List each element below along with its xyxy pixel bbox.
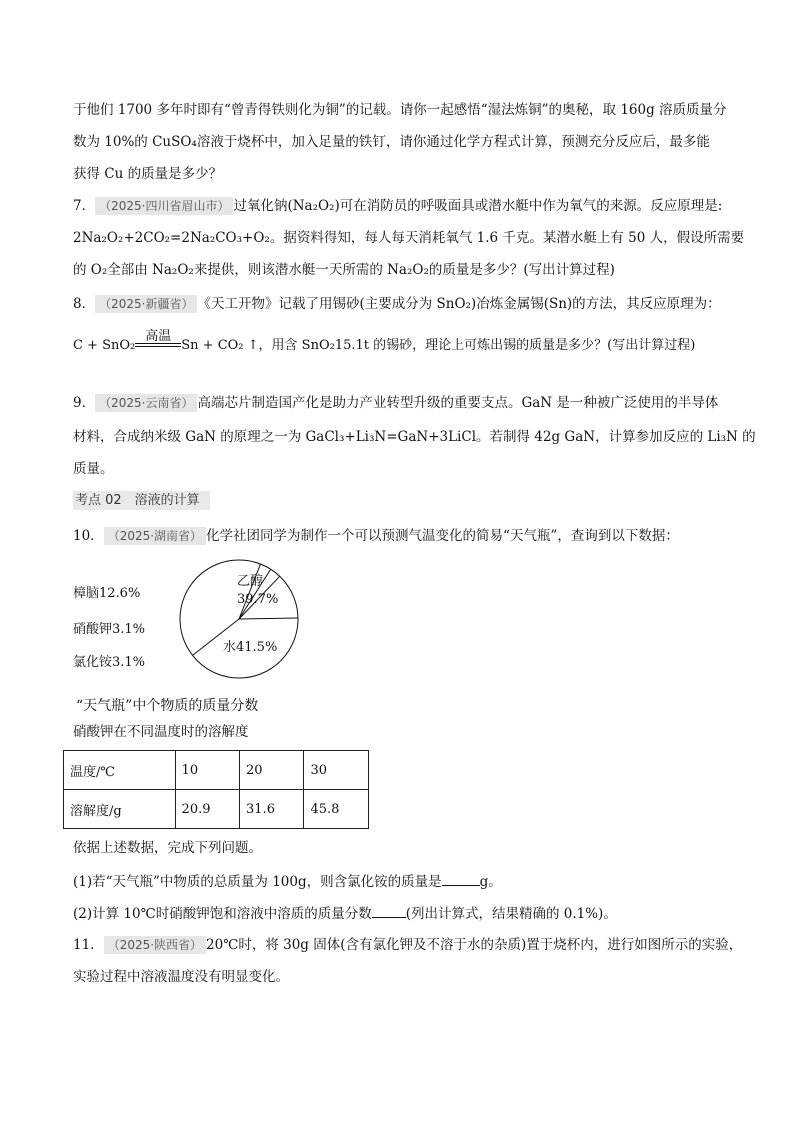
table-cell: 30 [304,751,369,790]
question-8 [73,294,721,314]
question-number: 11． [73,937,104,953]
q10-part-2: (2)计算 10℃时硝酸钾饱和溶液中溶质的质量分数 (列出计算式，结果精确的 0.1%)。 [73,903,617,924]
question-number: 7． [73,198,96,214]
question-text: 高端芯片制造国产化是助力产业转型升级的重要支点。GaN 是一种被广泛使用的半导体 [197,395,719,411]
pie-label-ethanol-value: 39.7% [237,592,279,607]
table-title: 硝酸钾在不同温度时的溶解度 [73,724,249,740]
question-text: 过氧化钠(Na₂O₂)可在消防员的呼吸面具或潜水艇中作为氧气的来源。反应原理是: [233,198,723,214]
pie-label-nh4cl: 氯化铵3.1% [73,655,146,670]
source-tag: （2025·四川省眉山市） [95,197,233,215]
table-cell: 温度/℃ [64,751,176,790]
pie-label-water: 水41.5% [223,640,278,655]
q7-line-2: 2Na₂O₂+2CO₂=2Na₂CO₃+O₂。据资料得知，每人每天消耗氧气 1.6 千克。某潜水艇上有 50 人，假设所需要 [73,230,745,246]
q7-line-3: 的 O₂全部由 Na₂O₂来提供，则该潜水艇一天所需的 Na₂O₂的质量是多少？(写出计算过程) [73,262,615,278]
table-cell: 31.6 [240,790,304,829]
q6-line-3: 获得 Cu 的质量是多少？ [73,166,223,182]
source-tag: （2025·湖南省） [104,527,206,545]
question-7 [73,196,722,216]
table-cell: 20 [240,751,304,790]
source-tag: （2025·陕西省） [104,936,206,954]
question-number: 10． [73,528,104,544]
q10-part-1: (1)若“天气瓶”中物质的总质量为 100g，则含氯化铵的质量是 g。 [73,871,502,892]
question-number: 9． [73,395,96,411]
reaction-condition: 高温 [145,329,172,344]
table-row [64,751,369,790]
equation-right: Sn + CO₂ ↑ [181,338,259,353]
equation-left: C + SnO₂ [73,338,136,353]
table-cell: 45.8 [304,790,369,829]
pie-label-camphor: 樟脑12.6% [73,586,141,601]
q9-line-2: 材料，合成纳米级 GaN 的原理之一为 GaCl₃+Li₃N=GaN+3LiCl。若制得 42g GaN，计算参加反应的 Li₃N 的 [73,429,756,445]
q8-rest: ，用含 SnO₂15.1t 的锡砂，理论上可炼出锡的质量是多少？(写出计算过程) [258,338,696,353]
q6-line-2: 数为 10%的 CuSO₄溶液于烧杯中，加入足量的铁钉，请你通过化学方程式计算，预测充分反应后，最多能 [73,134,710,150]
equation-arrow [135,329,181,353]
question-10 [73,526,679,546]
question-11 [73,935,742,955]
solubility-table [63,750,369,829]
q9-line-3: 质量。 [73,461,114,477]
q10-after: 依据上述数据，完成下列问题。 [73,840,262,856]
q6-line-1: 于他们 1700 多年时即有“曾青得铁则化为铜”的记载。请你一起感悟“湿法炼铜”的奥秘，取 160g 溶质质量分 [73,102,727,118]
section-heading: 考点 02 溶液的计算 [73,490,210,510]
table-cell: 溶解度/g [64,790,176,829]
pie-caption: “天气瓶”中个物质的质量分数 [76,698,259,714]
pie-label-kno3: 硝酸钾3.1% [73,622,146,637]
question-9 [73,393,718,413]
table-row [64,790,369,829]
pie-label-ethanol: 乙醇 [237,574,264,589]
answer-blank[interactable] [442,871,480,886]
question-text: 化学社团同学为制作一个可以预测气温变化的简易“天气瓶”，查询到以下数据： [206,528,679,544]
question-number: 8． [73,296,96,312]
q11-line-2: 实验过程中溶液温度没有明显变化。 [73,969,289,985]
table-cell: 10 [175,751,239,790]
source-tag: （2025·新疆省） [95,295,197,313]
q8-equation [73,329,696,353]
answer-blank[interactable] [372,903,406,918]
source-tag: （2025·云南省） [95,394,197,412]
table-cell: 20.9 [175,790,239,829]
question-text: 20℃时，将 30g 固体(含有氯化钾及不溶于水的杂质)置于烧杯内，进行如图所示的实验， [206,937,743,953]
question-text: 《天工开物》记载了用锡砂(主要成分为 SnO₂)冶炼金属锡(Sn)的方法，其反应原理为： [197,296,721,312]
pie-chart [73,555,313,683]
